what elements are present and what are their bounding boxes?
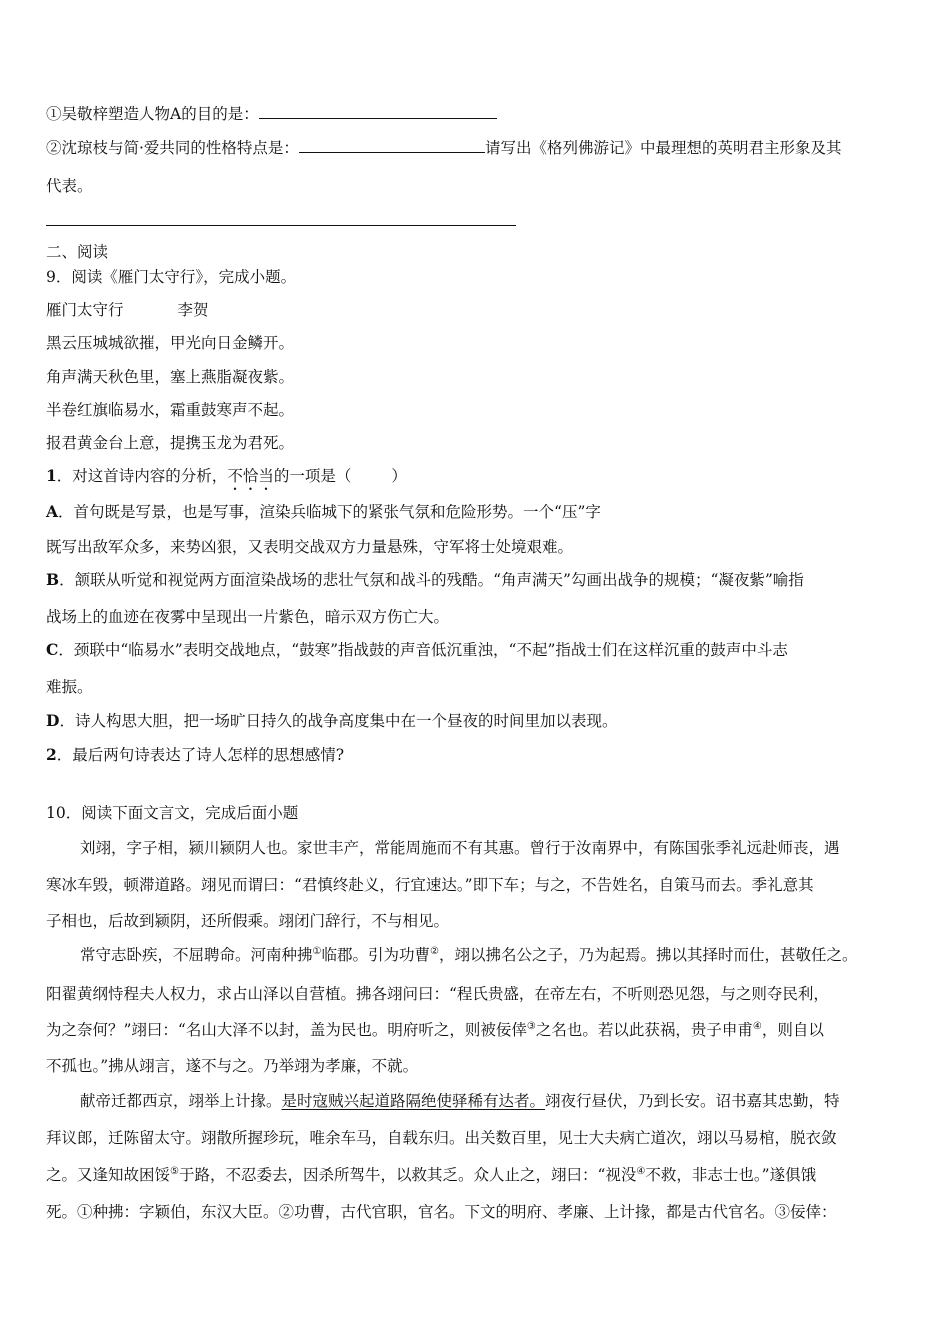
question-text: 的一项是（ bbox=[273, 467, 352, 485]
poem-line: 黑云压城城欲摧，甲光向日金鳞开。 bbox=[46, 334, 295, 352]
question-text: ） bbox=[391, 467, 407, 485]
question-number: 2 bbox=[46, 745, 57, 764]
option-b bbox=[46, 570, 804, 590]
passage-line bbox=[80, 945, 857, 965]
q10-intro: 10．阅读下面文言文，完成后面小题 bbox=[46, 804, 299, 822]
passage-line: 子相也，后故到颍阴，还所假乘。翊闭门辞行，不与相见。 bbox=[46, 912, 450, 930]
passage-text: 之。又逢知故困馁 bbox=[46, 1166, 171, 1184]
q8-item2 bbox=[46, 138, 841, 158]
passage-text: 常守志卧疾，不屈聘命。河南种拂 bbox=[80, 946, 313, 964]
answer-blank bbox=[299, 138, 485, 153]
passage-line: 阳翟黄纲恃程夫人权力，求占山泽以自营植。拂各翊问曰：“程氏贵盛，在帝左右，不听则恐见怨，与之则夺民利， bbox=[46, 985, 829, 1003]
passage-text: 献帝迁都西京，翊举上计掾。 bbox=[80, 1092, 282, 1110]
passage-line: 不孤也。”拂从翊言，遂不与之。乃举翊为孝廉，不就。 bbox=[46, 1057, 419, 1075]
passage-text: 之名也。若以此获祸，贵子申甫 bbox=[535, 1021, 753, 1039]
passage-text: 翊夜行昼伏，乃到长安。诏书嘉其忠勤，特 bbox=[545, 1092, 840, 1110]
option-label: C bbox=[46, 640, 59, 659]
emphasis-text: 不恰当 bbox=[227, 467, 274, 485]
passage-line bbox=[46, 1020, 824, 1040]
footnote-marker: ④ bbox=[636, 1165, 646, 1177]
poem-line: 角声满天秋色里，塞上燕脂凝夜紫。 bbox=[46, 368, 295, 386]
option-d bbox=[46, 711, 617, 731]
question-text: ．对这首诗内容的分析， bbox=[56, 467, 228, 485]
q8-item1-label: ①吴敬梓塑造人物A的目的是： bbox=[46, 105, 259, 123]
poem-line: 报君黄金台上意，提携玉龙为君死。 bbox=[46, 434, 295, 452]
poem-line: 半卷红旗临易水，霜重鼓寒声不起。 bbox=[46, 401, 295, 419]
poem-title: 雁门太守行 bbox=[46, 301, 124, 319]
option-label: A bbox=[46, 502, 59, 521]
passage-line: 拜议郎，迁陈留太守。翊散所握珍玩，唯余车马，自载东归。出关数百里，见士大夫病亡道次，翊以马易棺，脱衣敛 bbox=[46, 1129, 837, 1147]
passage-line: 寒冰车毁，顿滞道路。翊见而谓曰：“君慎终赴义，行宜速达。”即下车；与之，不告姓名，自策马而去。季礼意其 bbox=[46, 876, 814, 894]
option-c-cont: 难振。 bbox=[46, 678, 93, 696]
q8-item2-label: ②沈琼枝与简·爱共同的性格特点是： bbox=[46, 139, 299, 157]
passage-text: 不救，非志士也。”遂俱饿 bbox=[645, 1166, 817, 1184]
footnote-marker: ② bbox=[430, 945, 439, 957]
option-c bbox=[46, 640, 788, 660]
question-2 bbox=[46, 745, 344, 765]
question-text: ．最后两句诗表达了诗人怎样的思想感情? bbox=[56, 746, 345, 764]
footnote-marker: ③ bbox=[526, 1020, 536, 1032]
passage-line bbox=[46, 1165, 816, 1185]
question-1 bbox=[46, 466, 407, 494]
option-b-cont: 战场上的血迹在夜雾中呈现出一片紫色，暗示双方伤亡大。 bbox=[46, 608, 450, 626]
option-text: ．颈联中“临易水”表明交战地点，“鼓寒”指战鼓的声音低沉重浊，“不起”指战士们在这样沉重的鼓声中斗志 bbox=[58, 641, 788, 659]
option-label: D bbox=[46, 711, 60, 730]
passage-text: 为之奈何？”翊曰：“名山大泽不以封，盖为民也。明府听之，则被佞倖 bbox=[46, 1021, 527, 1039]
q8-item1 bbox=[46, 104, 497, 124]
q8-item2-cont: 代表。 bbox=[46, 177, 93, 195]
option-text: ．颔联从听觉和视觉两方面渲染战场的悲壮气氛和战斗的残酷。“角声满天”勾画出战争的规模；“凝夜紫”喻指 bbox=[59, 571, 804, 589]
passage-line: 刘翊，字子相，颍川颍阴人也。家世丰产，常能周施而不有其惠。曾行于汝南界中，有陈国张季礼远赴师丧，遇 bbox=[80, 839, 840, 857]
option-text: ．诗人构思大胆，把一场旷日持久的战争高度集中在一个昼夜的时间里加以表现。 bbox=[59, 712, 618, 730]
footnote-marker: ④ bbox=[752, 1020, 762, 1032]
passage-text: ，则自以 bbox=[761, 1021, 824, 1039]
footnote-marker: ⑤ bbox=[170, 1165, 179, 1177]
q9-intro: 9．阅读《雁门太守行》，完成小题。 bbox=[46, 268, 297, 286]
passage-text: 于路，不忍委去，因杀所驾牛，以救其乏。众人止之，翊曰：“视没 bbox=[178, 1166, 637, 1184]
passage-line: 死。①种拂：字颖伯，东汉大臣。②功曹，古代官职，官名。下文的明府、孝廉、上计掾，都是古代官名。③佞倖： bbox=[46, 1203, 837, 1221]
section-heading: 二、阅读 bbox=[46, 243, 109, 261]
option-label: B bbox=[46, 570, 60, 589]
question-number: 1 bbox=[46, 466, 57, 485]
option-a-cont: 既写出敌军众多，来势凶狠，又表明交战双方力量悬殊，守军将士处境艰难。 bbox=[46, 538, 574, 556]
passage-line bbox=[80, 1091, 840, 1111]
option-a bbox=[46, 502, 601, 522]
q8-item2-tail: 请写出《格列佛游记》中最理想的英明君主形象及其 bbox=[484, 139, 842, 157]
answer-line bbox=[46, 225, 516, 226]
passage-text: 临郡。引为功曹 bbox=[321, 946, 430, 964]
poem-author: 李贺 bbox=[177, 301, 209, 319]
underlined-sentence: 是时寇贼兴起道路隔绝使驿稀有达者。 bbox=[281, 1092, 546, 1110]
footnote-marker: ① bbox=[312, 945, 322, 957]
option-text: ．首句既是写景，也是写事，渲染兵临城下的紧张气氛和危险形势。一个“压”字 bbox=[58, 503, 601, 521]
answer-blank bbox=[259, 104, 497, 119]
poem-header bbox=[46, 300, 209, 320]
passage-text: ，翊以拂名公之子，乃为起焉。拂以其择时而仕，甚敬任之。 bbox=[438, 946, 858, 964]
